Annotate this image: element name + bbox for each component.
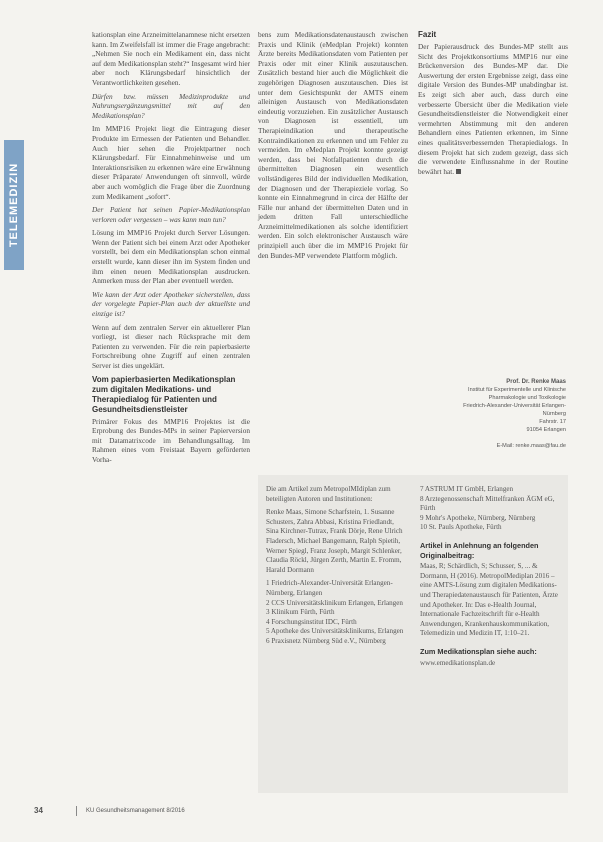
info-box <box>258 475 568 793</box>
list-item: 6 Praxisnetz Nürnberg Süd e.V., Nürnberg <box>266 636 386 645</box>
end-mark-icon <box>456 169 461 174</box>
list-item: 10 St. Pauls Apotheke, Fürth <box>420 523 502 532</box>
question: Dürfen bzw. müssen Medizinprodukte und Nahrungsergänzungsmittel mit auf den Medikationsplan? <box>92 91 250 120</box>
list-item: 4 Forschungsinstitut IDC, Fürth <box>266 617 357 626</box>
section-heading: Vom papierbasierten Medikationsplan zum digitalen Medikations- und Therapiedialog für Patienten und Gesundheitsdienstleister <box>92 374 236 414</box>
column-3 <box>418 30 568 180</box>
author-line: Institut für Experimentelle und Klinische <box>468 387 566 393</box>
reference-heading: Artikel in Anlehnung an folgenden Originalbeitrag: <box>420 540 539 560</box>
list-item: 9 Mohr's Apotheke, Nürnberg, Nürnberg <box>420 513 536 522</box>
box-authors: Renke Maas, Simone Scharfstein, 1. Susanne Schusters, Zahra Abbasi, Kristina Friedlandt, Sina Kirchner-Tutrax, Frank Dörje, Rene Ulrich Fladersch, Michael Bangemann, Ralph Spietih, Werner Spiegl, Franz Joseph, Margit Schlenker, Claudia Röckl, Jürgen Zerth, Martin E. Fromm, Harald Dormann <box>266 508 403 574</box>
paragraph: bens zum Medikationsdatenaustausch zwischen Praxis und Klinik (eMedplan Projekt) konnten Ärzte bereits Medikationsdaten vom Patienten per Praxis oder mit einer Klinik auszutauschen. Zusätzlich bestand hier auch die Möglichkeit die zugehörigen Diagnosen auszutauschen. Dies ist unter dem Gesichtspunkt der AMTS einem alleinigen Austausch von Medikationsdaten eindeutig vorzuziehen. Ein zusätzlicher Austausch von Diagnosen ist essentiell, um Therapieindikation und therapeutische Kontraindikationen zu erkennen und um Fehler zu vermeiden. Im eMedplan Projekt konnte gezeigt werden, dass bei Notfallpatienten durch die übermittelten Diagnosen ein wesentlich vollständigeres Bild der individuellen Medikation, der Diagnosen und der Therapieziele vorlag. So konnte ein Einnahmegrund in circa der Hälfte der Fälle nur anhand der übermittelten Daten und in jedem dritten Fall unterschiedliche Arzneimittelmedikationen als solche identifiziert werden. Ein solch elektronischer Austausch wäre prinzipiell auch über die im MMP16 Projekt für den Bundes-MP verwendete Plattform möglich. <box>258 30 408 260</box>
list-item: 5 Apotheke des Universitätsklinikums, Erlangen <box>266 627 404 636</box>
paragraph: kationsplan eine Arzneimittelanamnese nicht ersetzen kann. Im Zweifelsfall ist immer die Frage angebracht: „Nehmen Sie noch ein Medikament ein, dass nicht auf dem Medikationsplan steht?“ Insgesamt wird hier aber noch Klärungsbedarf hinsichtlich der Verantwortlichkeiten gesehen. <box>92 30 250 87</box>
box-intro: Die am Artikel zum MetropolMIdiplan zum beteiligten Autoren und Institutionen: <box>266 485 391 503</box>
footer-divider <box>76 806 77 816</box>
website-link[interactable]: www.emedikationsplan.de <box>420 658 496 667</box>
box-column-1 <box>266 485 406 647</box>
author-line: Nürnberg <box>542 411 566 417</box>
reference-text: Maas, R; Schärdlich, S; Schusser, S, ... & Dormann, H (2016). MetropolMediplan 2016 – eine AMTS-Lösung zum digitalen Medikations- und Therapiedatenaustausch für Patienten, Ärzte und Apotheker. In: Das e-Health Journal, Internationale Fachzeitschrift für e-Health Anwendungen, Krankenhauskommunikation, Telemedizin und Medizin IT, 1:10–21. <box>420 562 558 638</box>
institution-list <box>266 579 406 646</box>
list-item: 7 ASTRUM IT GmbH, Erlangen <box>420 485 514 493</box>
fazit-text: Der Papierausdruck des Bundes-MP stellt aus Sicht des Projektkonsortiums MMP16 nur eine Brückenversion des Bundes-MP dar. Die Auswertung der ersten Ergebnisse zeigt, dass eine digitale Version des Bundes-MP unabdingbar ist. Es zeigt sich aber auch, dass durch eine verbesserte Übersicht über die Medikation viele Gesundheitsdienstleister die Notwendigkeit einer vermehrten Abstimmung mit den anderen Behandlern eines Patienten erkennen, im Sinne eines qualitätsverbessernden Therapiedialogs. In diesem Projekt hat sich zudem gezeigt, dass sich die verwendete Einflussnahme in der Routine bewährt hat. <box>418 42 568 176</box>
page-footer <box>28 806 568 820</box>
link-heading: Zum Medikationsplan siehe auch: <box>420 646 537 656</box>
column-2 <box>258 30 408 264</box>
author-info <box>430 378 566 450</box>
author-email: E-Mail: renke.maas@fau.de <box>496 443 566 449</box>
publication-reference: KU Gesundheitsmanagement 8/2016 <box>86 808 185 814</box>
paragraph: Wenn auf dem zentralen Server ein aktuellerer Plan vorliegt, ist dieser nach Rücksprache mit dem Patienten zu verwenden. Für die rein papierbasierte Fortschreibung ohne Zugriff auf einen zentralen Server ist dies ungeklärt. <box>92 322 250 370</box>
column-1 <box>92 30 250 469</box>
list-item: 8 Arztegenossenschaft Mittelfranken ÄGM eG, Fürth <box>420 494 555 513</box>
paragraph <box>418 42 568 176</box>
box-column-2 <box>420 485 562 672</box>
section-tab <box>4 140 24 270</box>
author-line: 91054 Erlangen <box>526 427 566 433</box>
fazit-heading: Fazit <box>418 30 437 39</box>
author-line: Fahrstr. 17 <box>539 419 566 425</box>
paragraph: Primärer Fokus des MMP16 Projektes ist die Erprobung des Bundes-MPs in seiner Papierversion mit Datamatrixcode im Behandlungsalltag. Im Rahmen eines vom Freistaat Bayern geförderten Vorha- <box>92 416 250 464</box>
institution-list <box>420 485 562 533</box>
paragraph: Lösung im MMP16 Projekt durch Server Lösungen. Wenn der Patient sich bei einem Arzt oder Apotheker vorstellt, bei dem ein Medikationsplan schon einmal erstellt wurde, kann dieser ihn im System finden und ihm einen neuen Medikationsplan ausdrucken. Anmerken muss der Plan aber eventuell werden. <box>92 228 250 286</box>
question: Der Patient hat seinen Papier-Medikationsplan verloren oder vergessen – was kann man tun? <box>92 205 250 224</box>
section-tab-label: TELEMEDIZIN <box>8 162 20 248</box>
author-line: Pharmakologie und Toxikologie <box>488 395 566 401</box>
page-number: 34 <box>34 806 43 815</box>
list-item: 2 CCS Universitätsklinikum Erlangen, Erlangen <box>266 598 403 607</box>
author-name: Prof. Dr. Renke Maas <box>506 379 566 385</box>
author-line: Friedrich-Alexander-Universität Erlangen- <box>463 403 566 409</box>
paragraph: Im MMP16 Projekt liegt die Eintragung dieser Produkte im Ermessen der Patienten und Behandler. Auch hier sehen die Projektpartner noch Klärungsbedarf. Für Einnahmehinweise und um Interaktionsrisiken zu erkennen wäre eine Erwähnung dieser Präparate/ Anwendungen oft sinnvoll, würde aber auch womöglich die Frage über die Zuordnung zum Medikament „sofort“. <box>92 124 250 201</box>
list-item: 1 Friedrich-Alexander-Universität Erlangen-Nürnberg, Erlangen <box>266 579 393 597</box>
question: Wie kann der Arzt oder Apotheker sicherstellen, dass der vorgelegte Papier-Plan auch der aktuellste und einzige ist? <box>92 289 250 319</box>
sidebar <box>0 0 28 842</box>
list-item: 3 Klinikum Fürth, Fürth <box>266 608 335 617</box>
